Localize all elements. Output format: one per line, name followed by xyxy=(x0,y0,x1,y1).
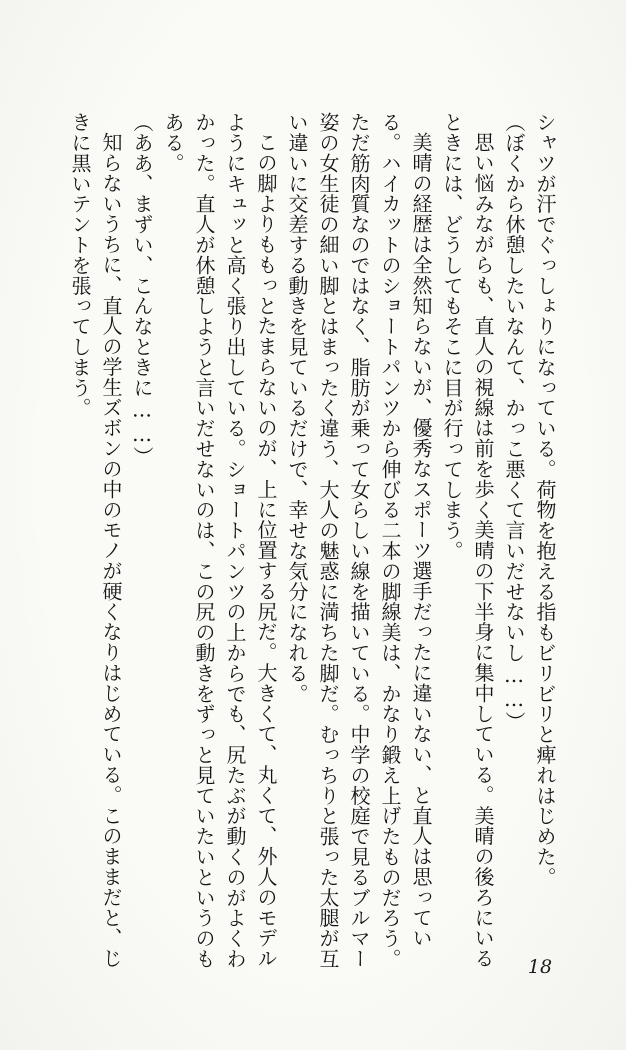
paragraph-6: （ああ、まずい、こんなときに……） xyxy=(130,112,154,467)
paragraph-4: 美晴の経歴は全然知らないが、優秀なスポーツ選手だったに違いない、と直人は思っている。ハイカットのショートパンツから伸びる二本の脚線美は、かなり鍛え上げたものだろう。ただ筋肉質なのではなく、脂肪が乗って女らしい線を描いている。中学の校庭で見るブルマー姿の女生徒の細い脚とはまったく違う、大人の魅惑に満ちた脚だ。むっちりと張った太腿が互い違いに交差する動きを見ているだけで、幸せな気分になれる。 xyxy=(285,112,433,969)
paragraph-1: シャツが汗でぐっしょりになっている。荷物を抱える指もビリビリと痺れはじめた。 xyxy=(533,112,557,888)
paragraph-7: 知らないうちに、直人の学生ズボンの中のモノが硬くなりはじめている。このままだと、じきに黒いテントを張ってしまう。 xyxy=(68,112,123,969)
text-block xyxy=(58,112,560,972)
paragraph-2: （ぼくから休憩したいなんて、かっこ悪くて言いだせないし……） xyxy=(502,112,526,732)
paragraph-5: この脚よりももっとたまらないのが、上に位置する尻だ。大きくて、丸くて、外人のモデルようにキュッと高く張り出している。ショートパンツの上からでも、尻たぶが動くのがよくわかった。直人が休憩しようと言いだせないのは、この尻の動きをずっと見ていたいというのもある。 xyxy=(161,112,278,969)
page-number: 18 xyxy=(527,956,553,978)
paragraph-3: 思い悩みながらも、直人の視線は前を歩く美晴の下半身に集中している。美晴の後ろにいるときには、どうしてもそこに目が行ってしまう。 xyxy=(440,112,495,969)
